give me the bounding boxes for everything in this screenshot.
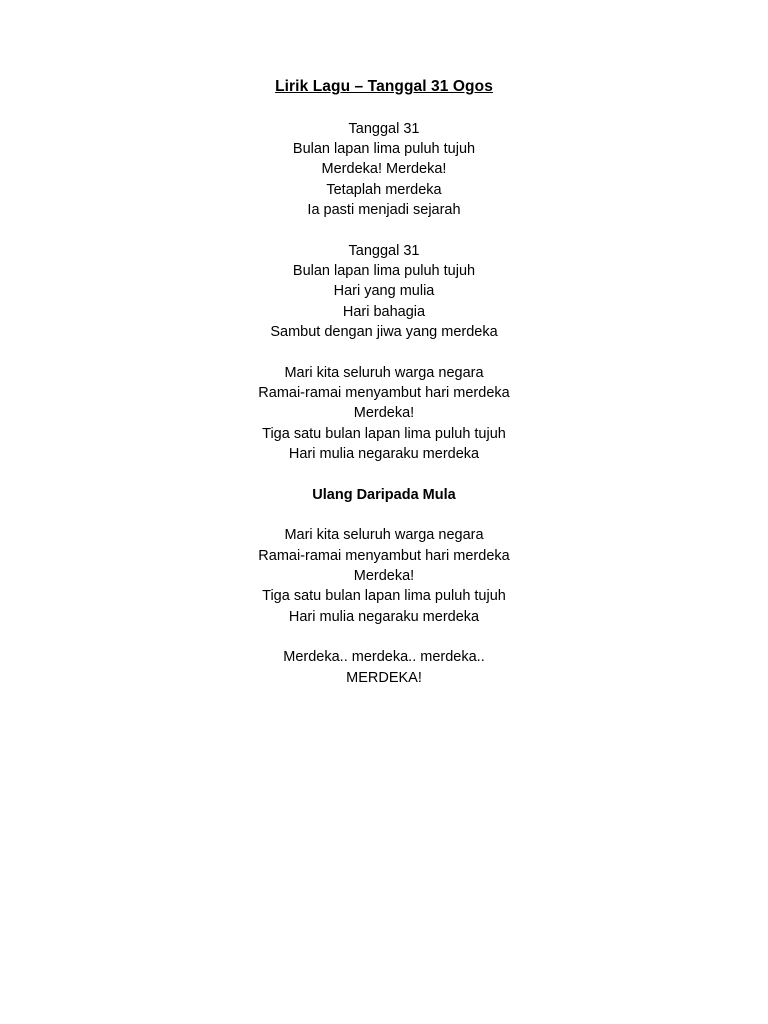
lyrics-stanza [60, 363, 708, 465]
lyrics-line: Merdeka! [353, 567, 415, 584]
lyrics-line: Bulan lapan lima puluh tujuh [292, 263, 476, 280]
lyrics-line: Merdeka.. merdeka.. merdeka.. [283, 649, 485, 666]
lyrics-line: Merdeka! Merdeka! [321, 161, 447, 178]
lyrics-line: Bulan lapan lima puluh tujuh [292, 141, 476, 157]
lyrics-line: Tetaplah merdeka [326, 181, 442, 198]
lyrics-line: Ramai-ramai menyambut hari merdeka [258, 547, 510, 564]
lyrics-line: Hari yang mulia [333, 283, 435, 300]
lyrics-line: Tanggal 31 [348, 120, 420, 137]
lyrics-stanza [60, 525, 708, 627]
lyrics-line: Tiga satu bulan lapan lima puluh tujuh [262, 425, 506, 442]
section-heading: Ulang Daripada Mula [312, 486, 456, 503]
lyrics-line: Ramai-ramai menyambut hari merdeka [258, 385, 510, 402]
lyrics-line: Hari bahagia [342, 303, 426, 320]
lyrics-line: Merdeka! [353, 405, 415, 422]
lyrics-line: Hari mulia negaraku merdeka [288, 446, 480, 463]
page-title: Lirik Lagu – Tanggal 31 Ogos [275, 78, 493, 95]
lyrics-stanza [60, 647, 708, 688]
lyrics-stanza [60, 241, 708, 343]
lyrics-stanza [60, 119, 708, 221]
lyrics-line: MERDEKA! [346, 669, 422, 686]
lyrics-line: Tanggal 31 [348, 242, 420, 259]
lyrics-body [60, 119, 708, 708]
lyrics-line: Hari mulia negaraku merdeka [288, 608, 480, 625]
lyrics-line: Mari kita seluruh warga negara [284, 527, 484, 544]
lyrics-line: Tiga satu bulan lapan lima puluh tujuh [262, 588, 506, 605]
lyrics-line: Mari kita seluruh warga negara [284, 364, 484, 381]
lyrics-line: Ia pasti menjadi sejarah [307, 202, 461, 219]
lyrics-line: Sambut dengan jiwa yang merdeka [270, 324, 498, 341]
